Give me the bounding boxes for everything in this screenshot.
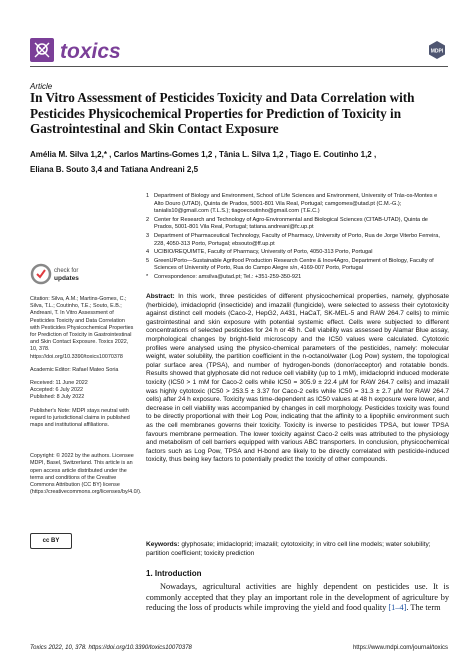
affiliation-item: [146, 258, 446, 273]
affiliation-item: [146, 193, 446, 216]
paper-title: In Vitro Assessment of Pesticides Toxicity and Data Correlation with Pesticides Physicochemical Properties for Prediction of Toxicity in Gastrointestinal and Skin Contact Exposure: [30, 90, 415, 136]
affiliation-text: UCIBIO/REQUIMTE, Faculty of Pharmacy, University of Porto, 4050-313 Porto, Portugal: [154, 249, 373, 256]
abstract: [146, 293, 449, 465]
cc-by-license-icon[interactable]: [30, 533, 72, 549]
affiliation-number: 4: [146, 249, 150, 256]
affiliation-number: *: [146, 273, 149, 280]
sidebar: [30, 296, 142, 502]
authors-line-2: Eliana B. Souto 3,4 and Tatiana Andreani 2,5: [30, 165, 199, 174]
abstract-label: Abstract:: [146, 293, 175, 300]
published-date: Published: 8 July 2022: [30, 394, 85, 401]
affiliation-number: 2: [146, 216, 150, 223]
section-heading: 1. Introduction: [146, 569, 202, 578]
intro-paragraph: [146, 582, 449, 614]
affiliation-text: Department of Biology and Environment, School of Life Sciences and Environment, University of Trás-os-Montes e Alto Douro (UTAD), Quinta de Prados, 5001-801 Vila Real, Portugal; camgomes@utad.pt (C.M.-G.); tanialis10@gmail.com (T.L.S.); tiagoecoutinho@gmail.com (T.E.C.): [154, 193, 438, 215]
affiliation-text: Correspondence: amsilva@utad.pt; Tel.: +351-259-350-921: [154, 273, 302, 280]
intro-text: Nowadays, agricultural activities are highly dependent on pesticides use. It is commonly accepted that they play an important role in the development of agriculture by reducing the loss of products while improving the yield and food quality: [146, 582, 449, 612]
affiliation-text: Department of Pharmaceutical Technology, Faculty of Pharmacy, University of Porto, Rua de Jorge Viterbo Ferreira, 228, 4050-313 Porto, Portugal; ebsouto@ff.up.pt: [154, 232, 440, 247]
affiliations: [146, 193, 446, 283]
journal-logo-icon: [30, 38, 54, 62]
mdpi-logo-icon[interactable]: [427, 40, 447, 60]
check-label: check for: [54, 268, 79, 274]
academic-editor: Academic Editor: Rafael Mateo Soria: [30, 366, 119, 373]
journal-url-link[interactable]: https://www.mdpi.com/journal/toxics: [352, 645, 448, 651]
copyright-notice: Copyright: © 2022 by the authors. Licensee MDPI, Basel, Switzerland. This article is an open access article distributed under the terms and conditions of the Creative Commons Attribution (CC BY) license (https://creativecommons.org/licenses/by/4.0/).: [30, 453, 142, 496]
authors-line-1: Amélia M. Silva 1,2,* , Carlos Martins-Gomes 1,2 , Tânia L. Silva 1,2 , Tiago E. Coutinho 1,2 ,: [30, 150, 377, 159]
affiliation-number: 5: [146, 257, 150, 264]
affiliation-number: 1: [146, 193, 150, 199]
keywords: [146, 541, 449, 558]
correspondence: [146, 274, 446, 282]
keywords-text: glyphosate; imidacloprid; imazalil; cytotoxicity; in vitro cell line models; water solubility; partition coefficient; toxicity prediction: [146, 541, 431, 557]
citation: Citation: Silva, A.M.; Martins-Gomes, C.; Silva, T.L.; Coutinho, T.E.; Souto, E.B.; Andreani, T. In Vitro Assessment of Pesticides Toxicity and Data Correlation with Pesticides Physicochemical Properties for Prediction of Toxicity in Gastrointestinal and Skin Contact Exposure. Toxics 2022, 10, 378. https://doi.org/10.3390/toxics10070378: [30, 296, 134, 360]
affiliation-text: Center for Research and Technology of Agro-Environmental and Biological Sciences (CITAB-UTAD), Quinta de Prados, 5001-801 Vila Real, Portugal; tatiana.andreani@fc.up.pt: [154, 216, 428, 231]
publisher-label: MDPI: [430, 48, 444, 55]
received-date: Received: 11 June 2022: [30, 380, 88, 387]
footer-citation[interactable]: Toxics 2022, 10, 378. https://doi.org/10.3390/toxics10070378: [30, 645, 192, 651]
affiliation-item: [146, 249, 446, 257]
license-spacer: [30, 435, 134, 453]
check-for-updates-button[interactable]: [30, 260, 80, 288]
keywords-label: Keywords:: [146, 541, 180, 548]
article-type: Article: [30, 82, 53, 91]
accepted-date: Accepted: 6 July 2022: [30, 387, 84, 394]
affiliation-text: GreenUPorto—Sustainable Agrifood Production Research Centre & Inov4Agro, Department of Biology, Faculty of Sciences of University of Porto, Rua do Campo Alegre s/n, 4169-007 Porto, Portugal: [154, 257, 434, 272]
affiliation-number: 3: [146, 232, 150, 239]
updates-label: updates: [54, 275, 79, 282]
affiliation-item: [146, 217, 446, 232]
abstract-text: In this work, three pesticides of different physicochemical properties, namely, glyphosate (herbicide), imidacloprid (insecticide) and imazalil (fungicide), were selected to assess their cytotoxicity against distinct cell models (Caco-2, HepG2, A431, HaCaT, SK-MEL-5 and RAW 264.7 cells) to mimic gastrointestinal and skin exposure with potential systemic effect. Cells were subjected to different concentrations of selected pesticides for 24 h or 48 h. Cell viability was assessed by Alamar Blue assay, morphological changes by bright-field microscopy and the IC50 values were calculated. Cytotoxic profiles were analysed using the physico-chemical parameters of the pesticides, namely: molecular weight, water solubility, the partition coefficient in the n-octanol/water (Log Pow) system, the topological polar surface area (TPSA), and number of hydrogen-bonds (donor/acceptor) and rotatable bonds. Results showed that glyphosate did not reduce cell viability (up to 1 mM), imidacloprid induced moderate toxicity (IC50 > 1 mM for Caco-2 cells while IC50 = 305.9 ± 22.4 µM for RAW 264.7 cells) and imazalil was highly cytotoxic (IC50 > 253.5 ± 3.37 for Caco-2 cells while IC50 = 31.3 ± 2.7 µM for RAW 264.7 cells) after 24 h exposure. Toxicity was time-dependent as IC50 values at 48 h exposure were lower, and decrease in cell viability was accompanied by changes in cell morphology. Pesticides toxicity was found to be directly proportional with their Log Pow, indicating that the affinity to a lipophilic environment such as the cell membranes governs their toxicity. Toxicity is inverse to pesticides TPSA, but lower TPSA favours membrane permeation. The lower toxicity against Caco-2 cells was attributed to the physiology and metabolism of cell barriers equipped with various ABC transporters. In conclusion, physicochemical factors such as Log Pow, TPSA and H-bond are likely to be directly correlated with pesticide-induced toxicity, thus being key factors to potentially predict the toxicity of other compounds.: [146, 293, 449, 464]
intro-tail: . The term: [406, 603, 441, 612]
cc-label: cc BY: [42, 538, 60, 544]
author-list: [30, 147, 450, 177]
publisher-note: Publisher's Note: MDPI stays neutral with regard to jurisdictional claims in published maps and institutional affiliations.: [30, 407, 130, 429]
header-rule: [30, 66, 448, 67]
affiliation-item: [146, 233, 446, 248]
citation-link[interactable]: [1–4]: [388, 603, 407, 612]
journal-name[interactable]: toxics: [60, 40, 121, 63]
